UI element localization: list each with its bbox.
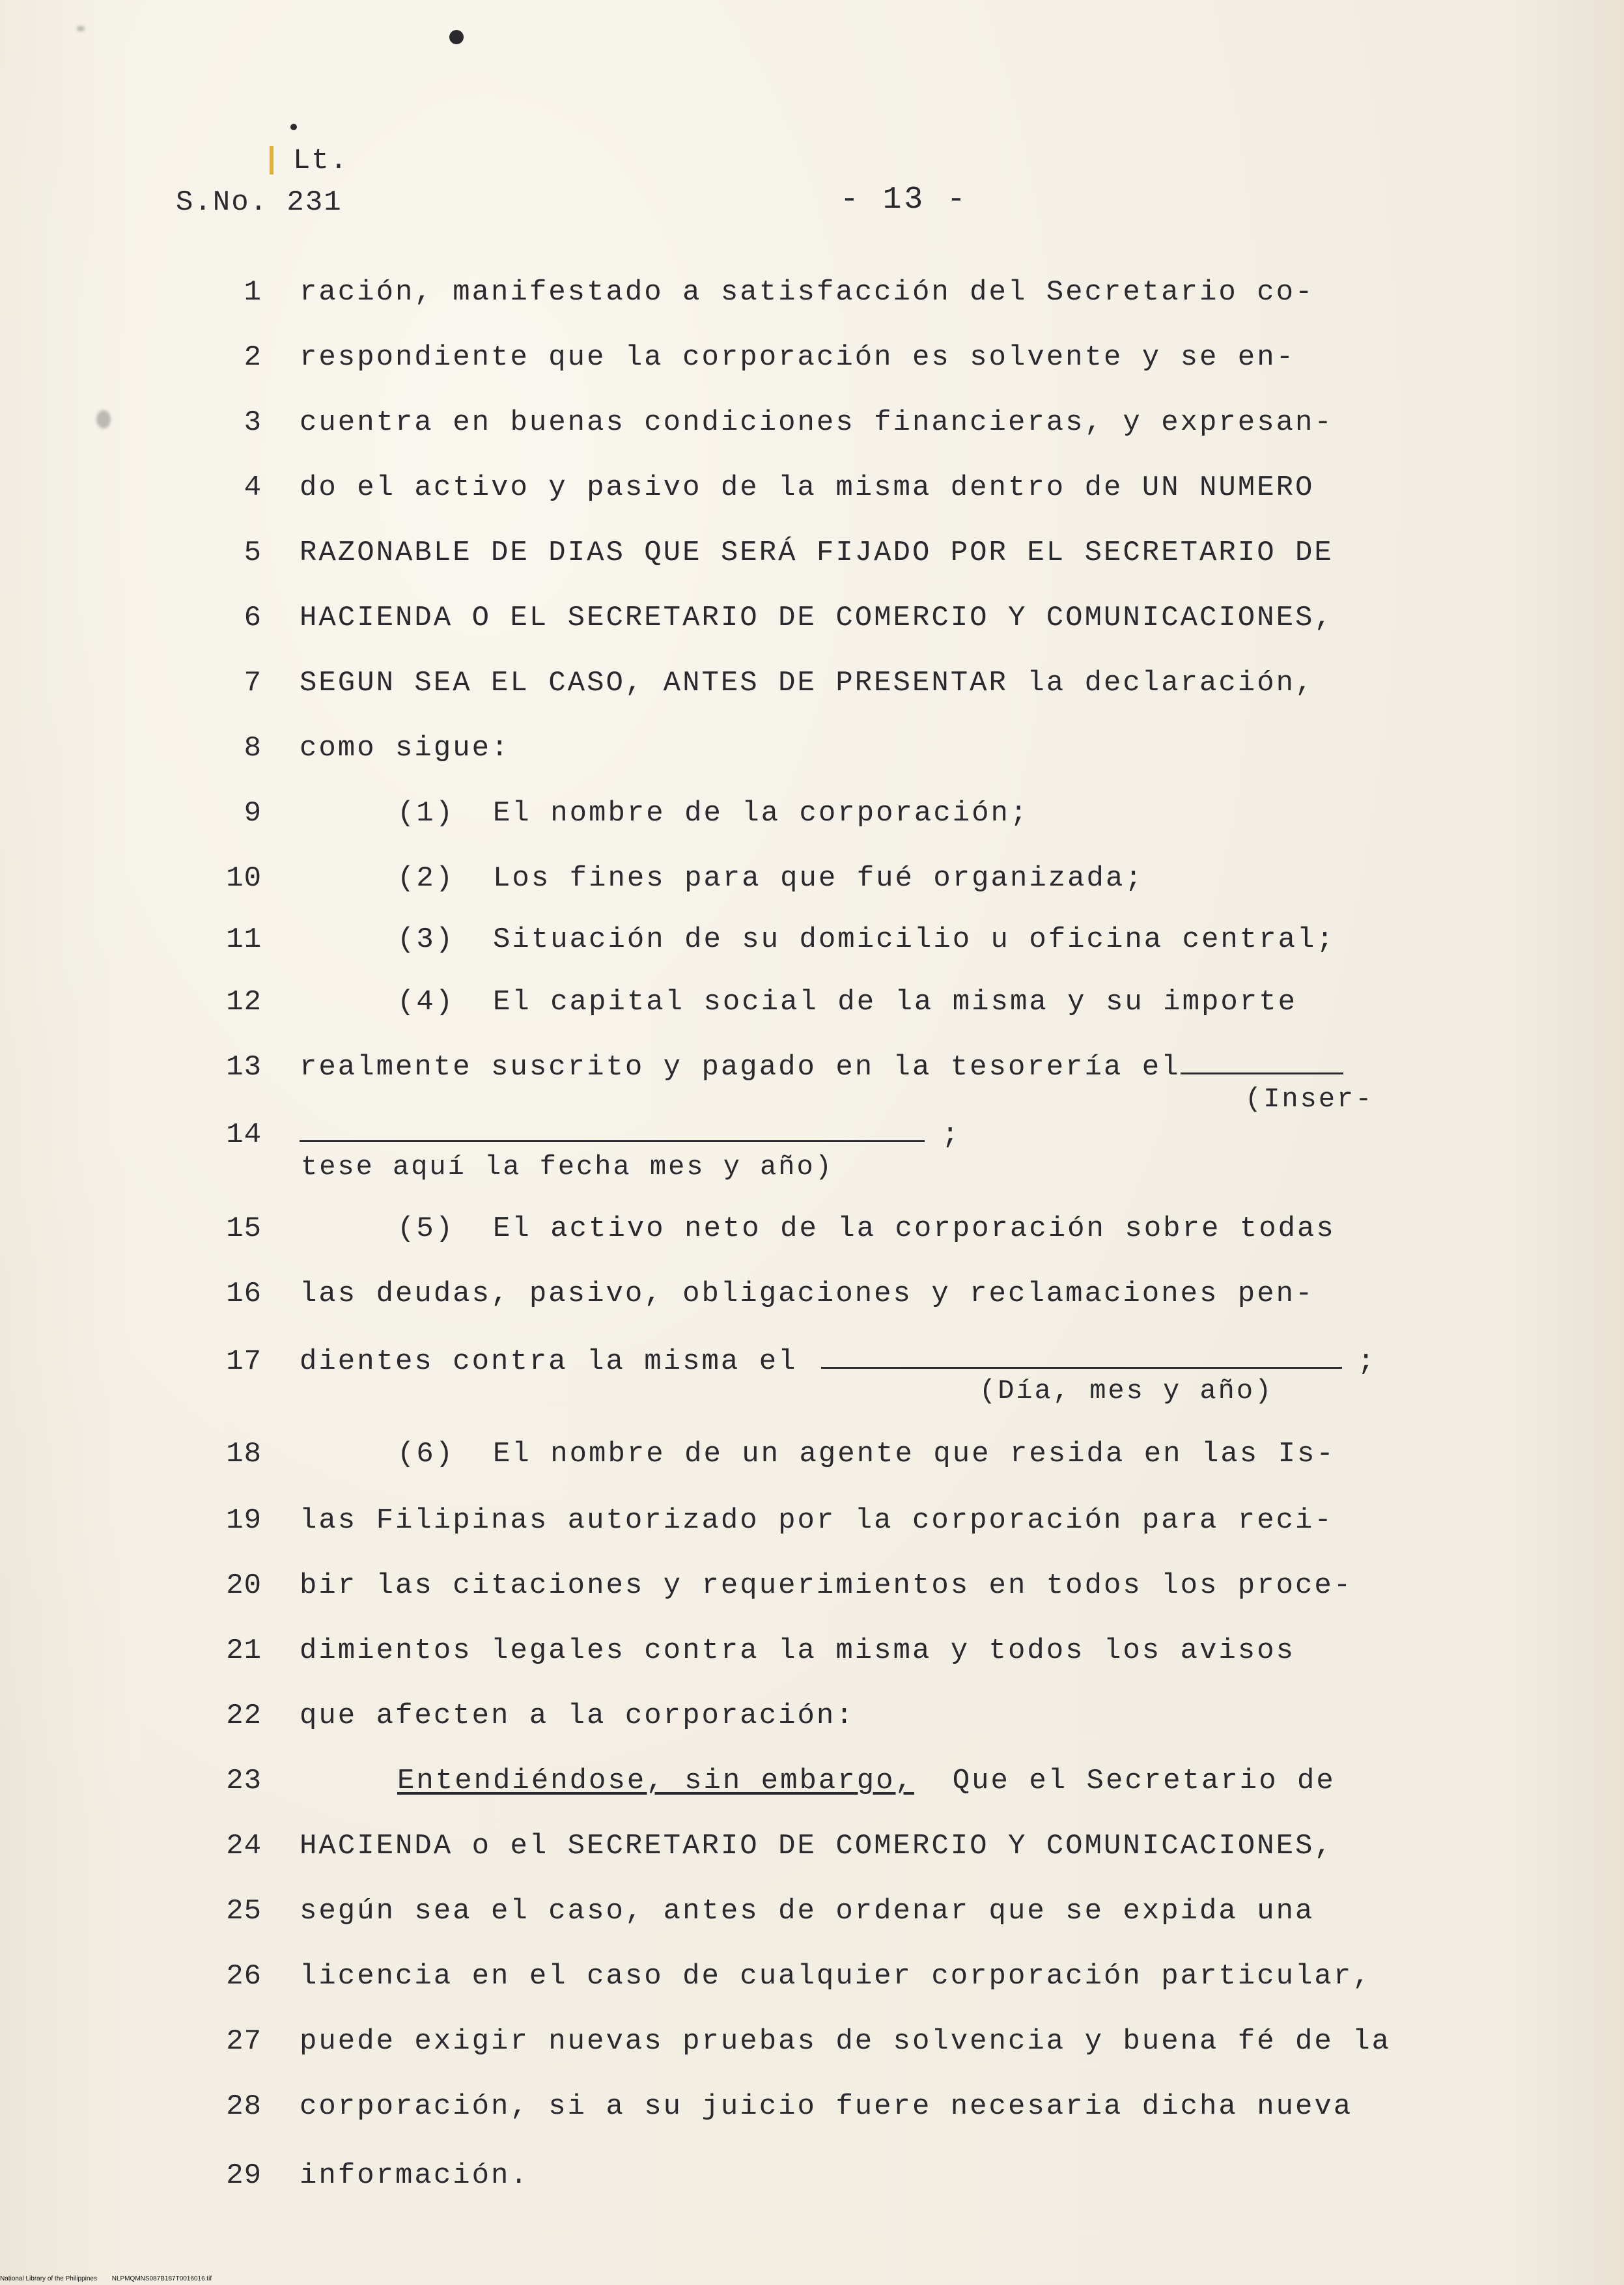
scan-footer (0, 2275, 225, 2282)
line-text: (3) Situación de su domicilio u oficina central; (397, 923, 1336, 956)
text-line (0, 732, 1624, 771)
header-lt: Lt. (293, 145, 349, 177)
text-line (0, 1830, 1624, 1869)
line-text: bir las citaciones y requerimientos en todos los proce- (300, 1569, 1353, 1602)
line-text: información. (300, 2159, 529, 2192)
line-text: (5) El activo neto de la corporación sobre todas (397, 1213, 1336, 1245)
line-number: 1 (244, 276, 262, 309)
blank-annotation-inser: (Inser- (1245, 1084, 1374, 1115)
line-number: 6 (244, 602, 262, 634)
line-text-content: realmente suscrito y pagado en la tesorería el (300, 1051, 1181, 1084)
text-line (0, 2159, 1624, 2198)
text-line (0, 1765, 1624, 1804)
footer-file-id: NLPMQMNS087B187T0016016.tif (111, 2275, 212, 2282)
line-number: 29 (226, 2159, 262, 2192)
fill-blank (1181, 1071, 1343, 1074)
line-number: 22 (226, 1700, 262, 1732)
text-line (0, 1895, 1624, 1934)
fill-blank (300, 1139, 925, 1142)
ink-dot (449, 30, 464, 44)
line-number: 17 (226, 1345, 262, 1378)
text-line (0, 1278, 1624, 1317)
line-number: 23 (226, 1765, 262, 1797)
line-text-content: dientes contra la misma el (300, 1345, 798, 1378)
text-line (0, 1438, 1624, 1477)
line-text: SEGUN SEA EL CASO, ANTES DE PRESENTAR la declaración, (300, 667, 1315, 699)
text-line (0, 1700, 1624, 1739)
fill-blank (821, 1366, 1342, 1369)
line-number: 11 (226, 923, 262, 956)
line-text: RAZONABLE DE DIAS QUE SERÁ FIJADO POR EL SECRETARIO DE (300, 537, 1334, 569)
line-text: respondiente que la corporación es solvente y se en- (300, 341, 1296, 374)
text-line (0, 1569, 1624, 1608)
line-number: 7 (244, 667, 262, 699)
text-line (0, 923, 1624, 962)
line-number: 3 (244, 406, 262, 439)
footer-library: National Library of the Philippines (0, 2275, 97, 2282)
line-text: licencia en el caso de cualquier corporación particular, (300, 1960, 1372, 1993)
text-line (0, 602, 1624, 641)
text-line (0, 276, 1624, 315)
page-number: - 13 - (840, 182, 968, 217)
line-text: HACIENDA O EL SECRETARIO DE COMERCIO Y COMUNICACIONES, (300, 602, 1334, 634)
proviso-underlined: Entendiéndose, sin embargo, (397, 1765, 914, 1797)
text-line (0, 2025, 1624, 2064)
line-text: que afecten a la corporación: (300, 1700, 855, 1732)
line-text: dimientos legales contra la misma y todos los avisos (300, 1634, 1296, 1667)
line-number: 21 (226, 1634, 262, 1667)
line-text: (6) El nombre de un agente que resida en las Is- (397, 1438, 1336, 1470)
line-number: 8 (244, 732, 262, 764)
text-line (0, 537, 1624, 576)
line-text: ración, manifestado a satisfacción del Secretario co- (300, 276, 1315, 309)
line-number: 28 (226, 2090, 262, 2123)
line-number: 2 (244, 341, 262, 374)
margin-mark (270, 146, 273, 175)
line-number: 15 (226, 1213, 262, 1245)
line-text: do el activo y pasivo de la misma dentro de UN NUMERO (300, 471, 1315, 504)
line-number: 16 (226, 1278, 262, 1310)
text-line (0, 341, 1624, 380)
line-text: puede exigir nuevas pruebas de solvencia y buena fé de la (300, 2025, 1392, 2058)
line-text (397, 1765, 1336, 1797)
text-line (0, 1504, 1624, 1543)
header-sno: S.No. 231 (176, 186, 343, 219)
line-text (300, 1051, 1343, 1084)
line-text: las Filipinas autorizado por la corporación para reci- (300, 1504, 1334, 1537)
line-number: 24 (226, 1830, 262, 1862)
line-text: HACIENDA o el SECRETARIO DE COMERCIO Y COMUNICACIONES, (300, 1830, 1334, 1862)
line-number: 5 (244, 537, 262, 569)
line-text: (2) Los fines para que fué organizada; (397, 862, 1144, 895)
text-line (0, 986, 1624, 1025)
line-text-content: Que el Secretario de (914, 1765, 1336, 1797)
line-number: 12 (226, 986, 262, 1018)
line-number: 4 (244, 471, 262, 504)
blank-annotation-dia: (Día, mes y año) (979, 1375, 1274, 1407)
line-number: 20 (226, 1569, 262, 1602)
line-text: corporación, si a su juicio fuere necesaria dicha nueva (300, 2090, 1353, 2123)
text-line (0, 1213, 1624, 1252)
line-text: (4) El capital social de la misma y su importe (397, 986, 1298, 1018)
line-number: 14 (226, 1119, 262, 1151)
text-line (0, 862, 1624, 901)
line-text: las deudas, pasivo, obligaciones y reclamaciones pen- (300, 1278, 1315, 1310)
line-number: 26 (226, 1960, 262, 1993)
blank-annotation-tese: tese aquí la fecha mes y año) (301, 1151, 833, 1183)
text-line (0, 1345, 1624, 1384)
text-line (0, 2090, 1624, 2129)
ink-dot (290, 124, 297, 130)
line-number: 19 (226, 1504, 262, 1537)
text-line (0, 1051, 1624, 1090)
text-line (0, 1960, 1624, 1999)
line-number: 10 (226, 862, 262, 895)
line-text: como sigue: (300, 732, 511, 764)
line-text: (1) El nombre de la corporación; (397, 797, 1029, 830)
text-line (0, 1634, 1624, 1674)
semicolon: ; (1357, 1345, 1377, 1378)
line-text (300, 1119, 960, 1151)
text-line (0, 471, 1624, 511)
text-line (0, 406, 1624, 445)
line-number: 13 (226, 1051, 262, 1084)
line-text: cuentra en buenas condiciones financieras, y expresan- (300, 406, 1334, 439)
line-number: 27 (226, 2025, 262, 2058)
text-line (0, 667, 1624, 706)
smudge (77, 26, 85, 31)
line-number: 18 (226, 1438, 262, 1470)
text-line (0, 797, 1624, 836)
line-text: según sea el caso, antes de ordenar que se expida una (300, 1895, 1315, 1928)
line-text-content: ; (942, 1119, 961, 1151)
line-text (300, 1345, 1377, 1378)
line-number: 25 (226, 1895, 262, 1928)
line-number: 9 (244, 797, 262, 830)
